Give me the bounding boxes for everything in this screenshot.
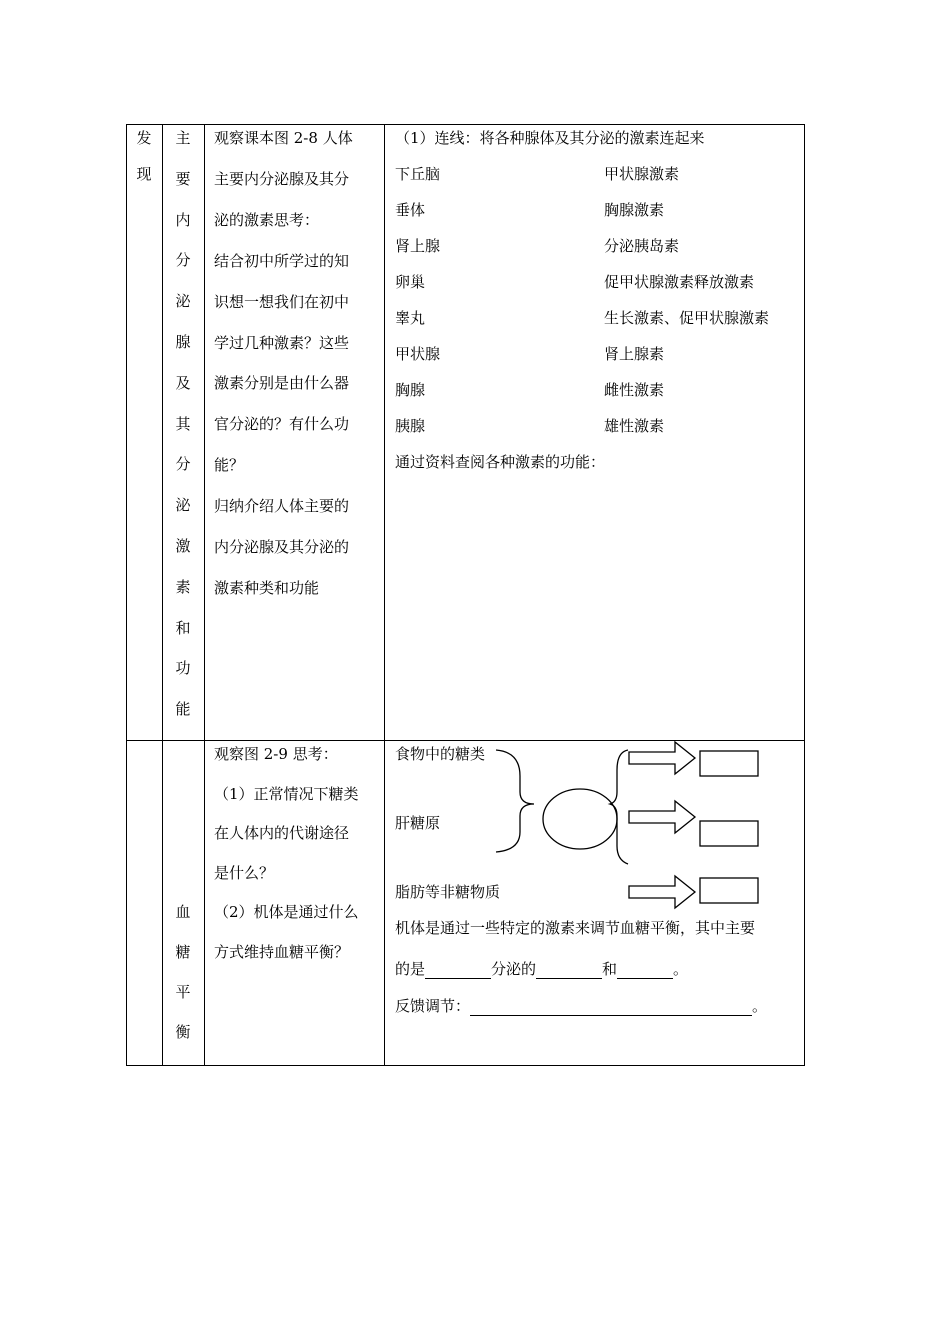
- gland-item: 卵巢: [395, 273, 426, 291]
- gland-item: 垂体: [395, 201, 426, 219]
- section1-label-char: 泌: [175, 496, 191, 515]
- col-divider-2: [204, 124, 205, 1066]
- lookup-note: 通过资料查阅各种激素的功能：: [395, 453, 606, 471]
- hormone-item: 肾上腺素: [604, 345, 665, 363]
- prompt-line: 归纳介绍人体主要的: [214, 497, 350, 516]
- reg-text-3: 和: [602, 960, 618, 978]
- hormone-item: 生长激素、促甲状腺激素: [604, 309, 770, 327]
- section1-label-char: 主: [175, 129, 191, 147]
- arrow-2: [629, 801, 695, 833]
- prompt-line: 能？: [214, 456, 245, 475]
- reg-text-2: 分泌的: [491, 960, 537, 978]
- prompt-line: 学过几种激素？这些: [214, 333, 350, 352]
- section1-label-char: 其: [175, 414, 191, 433]
- reg-text-1: 的是: [395, 960, 426, 978]
- arrow-3: [629, 876, 695, 908]
- table-border-right: [804, 124, 805, 1066]
- gland-item: 下丘脑: [395, 165, 441, 183]
- section2-label-char: 平: [175, 983, 191, 1001]
- gland-item: 肾上腺: [395, 237, 441, 255]
- hormone-item: 雌性激素: [604, 381, 665, 399]
- blood-sugar-oval: [543, 789, 617, 849]
- prompt-line: 泌的激素思考：: [214, 210, 320, 229]
- section1-label-char: 分: [175, 455, 191, 474]
- prompt-line: 激素种类和功能: [214, 578, 320, 597]
- hormone-item: 甲状腺激素: [604, 165, 680, 183]
- col1-label-char: 发: [136, 129, 152, 147]
- section2-label-char: 血: [175, 903, 191, 921]
- hormone-item: 雄性激素: [604, 417, 665, 435]
- prompt-line: 官分泌的？有什么功: [214, 415, 350, 434]
- blood-sugar-diagram: [384, 740, 804, 920]
- right-brace: [610, 750, 628, 864]
- prompt-line: （1）正常情况下糖类: [214, 784, 359, 803]
- section1-label-char: 腺: [175, 333, 191, 351]
- section1-label-char: 能: [175, 700, 191, 719]
- feedback-end: 。: [752, 997, 768, 1015]
- col-divider-1: [162, 124, 163, 1066]
- prompt-line: 是什么？: [214, 863, 275, 882]
- hormone-item: 分泌胰岛素: [604, 237, 680, 255]
- hormone-item: 促甲状腺激素释放激素: [604, 273, 755, 291]
- col-divider-3: [384, 124, 385, 1066]
- section1-label-char: 及: [175, 373, 191, 392]
- feedback-label: 反馈调节：: [395, 997, 471, 1015]
- matching-task-title: （1）连线：将各种腺体及其分泌的激素连起来: [395, 129, 705, 147]
- answer-box-3: [700, 878, 758, 903]
- prompt-line: 观察图 2-9 思考：: [214, 745, 338, 763]
- answer-box-2: [700, 821, 758, 846]
- section2-label-char: 衡: [175, 1023, 191, 1041]
- prompt-line: 激素分别是由什么器: [214, 374, 350, 393]
- left-brace: [496, 750, 534, 852]
- gland-item: 胰腺: [395, 417, 426, 435]
- blank-feedback[interactable]: [470, 999, 752, 1016]
- prompt-line: 识想一想我们在初中: [214, 292, 350, 311]
- section1-label-char: 要: [175, 169, 191, 188]
- prompt-line: 观察课本图 2-8 人体: [214, 129, 353, 147]
- source-food-sugar: 食物中的糖类: [395, 745, 486, 763]
- section1-label-char: 功: [175, 659, 191, 678]
- feedback-line: [395, 996, 767, 1016]
- regulation-line2: [395, 959, 688, 979]
- prompt-line: 内分泌腺及其分泌的: [214, 538, 350, 556]
- table-border-top: [126, 124, 805, 125]
- source-liver-glycogen: 肝糖原: [395, 814, 441, 832]
- gland-item: 胸腺: [395, 381, 426, 399]
- prompt-line: 在人体内的代谢途径: [214, 824, 350, 842]
- blank-hormone-1[interactable]: [536, 962, 602, 979]
- hormone-item: 胸腺激素: [604, 201, 665, 219]
- section1-label-char: 和: [175, 618, 191, 637]
- col1-label-char: 现: [136, 165, 152, 183]
- section1-label-char: 泌: [175, 292, 191, 311]
- prompt-line: （2）机体是通过什么: [214, 903, 359, 921]
- section1-label-char: 激: [175, 537, 191, 555]
- section1-label-char: 分: [175, 251, 191, 270]
- table-border-bottom: [126, 1065, 805, 1066]
- section1-label-char: 内: [175, 210, 191, 229]
- blank-hormone-2[interactable]: [617, 962, 673, 979]
- section2-label-char: 糖: [175, 943, 191, 961]
- prompt-line: 结合初中所学过的知: [214, 251, 350, 270]
- prompt-line: 方式维持血糖平衡？: [214, 942, 350, 961]
- gland-item: 甲状腺: [395, 345, 441, 363]
- source-non-sugar: 脂肪等非糖物质: [395, 883, 501, 901]
- reg-text-4: 。: [673, 960, 689, 978]
- arrow-1: [629, 742, 695, 774]
- blank-organ[interactable]: [425, 962, 491, 979]
- gland-item: 睾丸: [395, 309, 426, 327]
- section1-label-char: 素: [175, 577, 191, 596]
- regulation-line1: 机体是通过一些特定的激素来调节血糖平衡，其中主要: [395, 919, 756, 937]
- prompt-line: 主要内分泌腺及其分: [214, 169, 350, 188]
- answer-box-1: [700, 751, 758, 776]
- table-border-left: [126, 124, 127, 1066]
